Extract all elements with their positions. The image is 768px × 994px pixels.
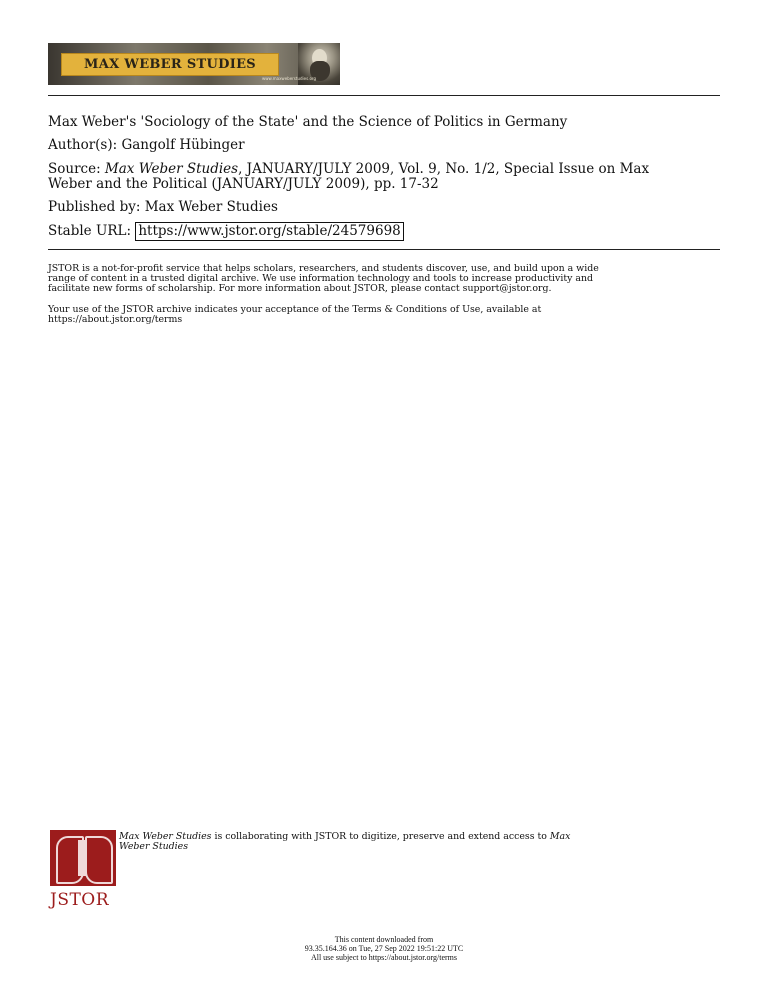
notice-line: range of content in a trusted digital archive. We use information technology and tools to increase productivity and bbox=[48, 273, 594, 284]
publisher-name: Max Weber Studies bbox=[144, 199, 278, 215]
source-journal: Max Weber Studies bbox=[104, 161, 239, 177]
jstor-emblem-icon bbox=[50, 830, 116, 886]
stable-url-label: Stable URL: bbox=[48, 223, 132, 239]
footer-line: 93.35.164.36 on Tue, 27 Sep 2022 19:51:22 UTC bbox=[304, 944, 464, 953]
terms-line: Your use of the JSTOR archive indicates your acceptance of the Terms & Conditions of Use, available at bbox=[48, 304, 542, 315]
footer-line: All use subject to https://about.jstor.org/terms bbox=[310, 953, 458, 962]
stable-url-link[interactable]: https://www.jstor.org/stable/24579698 bbox=[135, 222, 403, 241]
banner-url: www.maxweberstudies.org bbox=[262, 76, 317, 81]
banner-title: MAX WEBER STUDIES bbox=[84, 57, 256, 72]
article-author bbox=[48, 138, 728, 153]
collab-journal-end: Max bbox=[549, 831, 571, 842]
collab-journal-end-2: Weber Studies bbox=[119, 841, 189, 852]
published-label: Published by: bbox=[48, 199, 141, 215]
journal-banner bbox=[48, 43, 340, 85]
source-label: Source: bbox=[48, 161, 101, 177]
notice-line: facilitate new forms of scholarship. For more information about JSTOR, please contact support@jstor.org. bbox=[48, 283, 552, 294]
banner-title-box bbox=[61, 53, 279, 76]
author-name: Gangolf Hübinger bbox=[121, 137, 245, 153]
jstor-wordmark: JSTOR bbox=[50, 890, 110, 910]
article-source bbox=[48, 162, 728, 192]
terms-notice bbox=[48, 305, 728, 325]
top-divider bbox=[48, 95, 720, 96]
collab-text: is collaborating with JSTOR to digitize, preserve and extend access to bbox=[211, 831, 550, 842]
jstor-notice bbox=[48, 264, 728, 294]
collab-journal: Max Weber Studies bbox=[119, 831, 212, 842]
bottom-divider bbox=[48, 249, 720, 250]
article-publisher bbox=[48, 200, 728, 215]
collaboration-statement bbox=[119, 832, 719, 852]
author-label: Author(s): bbox=[48, 137, 118, 153]
article-title: Max Weber's 'Sociology of the State' and the Science of Politics in Germany bbox=[48, 114, 568, 130]
footer-line: This content downloaded from bbox=[334, 935, 434, 944]
source-details-line2: Weber and the Political (JANUARY/JULY 2009), pp. 17-32 bbox=[48, 176, 439, 192]
notice-line: JSTOR is a not-for-profit service that helps scholars, researchers, and students discover, use, and build upon a wide bbox=[48, 263, 599, 274]
source-details-line1: , JANUARY/JULY 2009, Vol. 9, No. 1/2, Special Issue on Max bbox=[238, 161, 650, 177]
jstor-logo bbox=[50, 830, 116, 910]
article-stable-url bbox=[48, 222, 728, 241]
download-footer bbox=[0, 935, 768, 962]
terms-link[interactable]: https://about.jstor.org/terms bbox=[48, 314, 183, 325]
